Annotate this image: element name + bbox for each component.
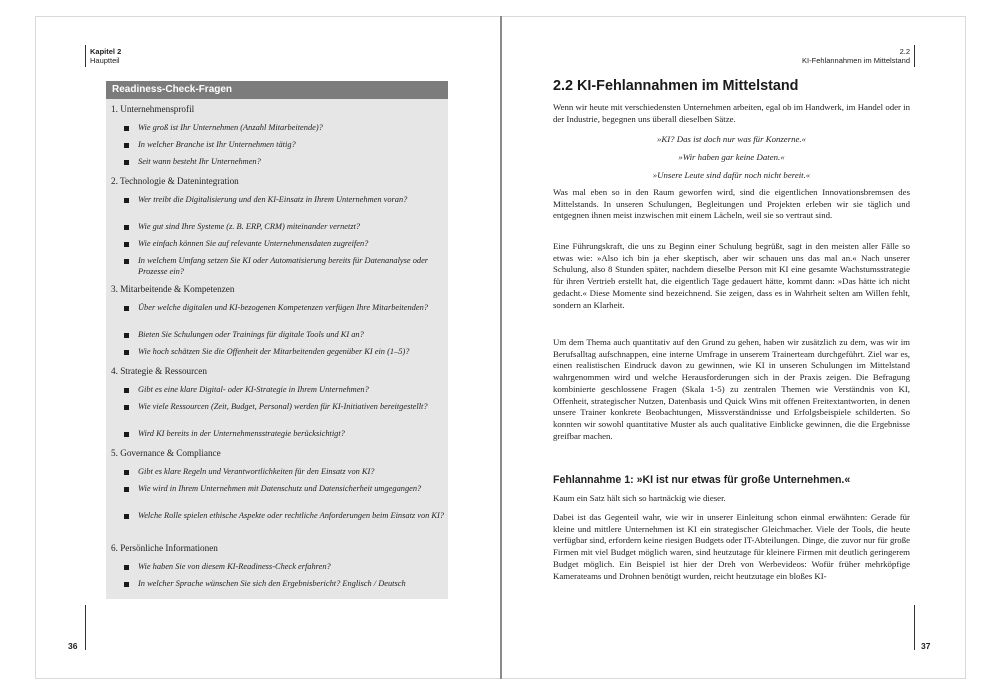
question-item: Bieten Sie Schulungen oder Trainings für digitale Tools und KI an? (138, 330, 364, 339)
section-heading: 1. Unternehmensprofil (111, 104, 195, 114)
bullet-icon (124, 333, 129, 338)
question-item: Wie wird in Ihrem Unternehmen mit Datenschutz und Datensicherheit umgegangen? (138, 484, 422, 493)
bullet-icon (124, 198, 129, 203)
section-heading: 4. Strategie & Ressourcen (111, 366, 207, 376)
question-item: Über welche digitalen und KI-bezogenen Kompetenzen verfügen Ihre Mitarbeitenden? (138, 303, 428, 312)
question-item: Wie groß ist Ihr Unternehmen (Anzahl Mitarbeitende)? (138, 123, 323, 132)
section-title: 2.2 KI-Fehlannahmen im Mittelstand (553, 78, 799, 94)
question-item: In welcher Sprache wünschen Sie sich den Ergebnisbericht? Englisch / Deutsch (138, 579, 406, 588)
body-paragraph: Eine Führungskraft, die uns zu Beginn einer Schulung begrüßt, sagt in den meisten aller Fälle so etwas wie: »Also ich bin ja eher skeptisch, aber wir schauen uns das mal an.« Nach unserer Schulung, also 8 Stunden später, nachdem dieselbe Person mit KI eine gesamte Wachstumsstrategie für ihren Vertrieb erstellt hat, die eigentlich Tage gedauert hätte, kommt dann: »Das hätte ich nicht gedacht.« Diese Momente sind bezeichnend. Sie zeigen, dass es in Wahrheit selten am Willen fehlt, sondern an Klarheit. (553, 241, 910, 310)
section-label: Hauptteil (90, 56, 120, 65)
bullet-icon (124, 126, 129, 131)
footer-rule-left (85, 605, 86, 650)
question-item: Gibt es eine klare Digital- oder KI-Strategie in Ihrem Unternehmen? (138, 385, 369, 394)
bullet-icon (124, 514, 129, 519)
bullet-icon (124, 259, 129, 264)
question-item: Wird KI bereits in der Unternehmensstrategie berücksichtigt? (138, 429, 345, 438)
page-number-right: 37 (921, 641, 931, 651)
quote-line: »KI? Das ist doch nur was für Konzerne.« (656, 134, 807, 144)
bullet-icon (124, 565, 129, 570)
section-heading: 2. Technologie & Datenintegration (111, 176, 239, 186)
book-gutter (500, 16, 502, 679)
bullet-icon (124, 242, 129, 247)
question-item: Wie haben Sie von diesem KI-Readiness-Check erfahren? (138, 562, 331, 571)
bullet-icon (124, 470, 129, 475)
question-item: In welcher Branche ist Ihr Unternehmen tätig? (138, 140, 296, 149)
footer-rule-right (914, 605, 915, 650)
body-paragraph: Kaum ein Satz hält sich so hartnäckig wie dieser. (553, 493, 726, 503)
header-rule-left (85, 45, 86, 67)
right-running-header (802, 47, 910, 65)
bullet-icon (124, 350, 129, 355)
header-number: 2.2 (899, 47, 910, 56)
bullet-icon (124, 432, 129, 437)
subheading: Fehlannahme 1: »KI ist nur etwas für große Unternehmen.« (553, 474, 851, 486)
header-title: KI-Fehlannahmen im Mittelstand (802, 56, 910, 65)
bullet-icon (124, 405, 129, 410)
body-paragraph: Dabei ist das Gegenteil wahr, wie wir in unserer Einleitung schon einmal erwähnten: Gerade für kleine und mittlere Unternehmen ist KI ein strategischer Gleichmacher. Viele der Tools, die heute verfügbar sind, erfordern keine riesigen Budgets oder IT-Abteilungen. Dinge, die zuvor nur für große Firmen mit viel Budget möglich waren, sind heutzutage für kleinere Firmen mit deutlich geringerem Budget möglich. Ein Beispiel ist hier der Dreh von Werbevideos: Wofür früher mehrköpfige Kamerateams und Drohnen benötigt wurden, reicht heutzutage ein bloßes KI- (553, 512, 910, 581)
question-item: Wie gut sind Ihre Systeme (z. B. ERP, CRM) miteinander vernetzt? (138, 222, 361, 231)
intro-paragraph: Wenn wir heute mit verschiedensten Unternehmen arbeiten, egal ob im Handwerk, im Handel oder in der Industrie, begegnen uns überall dieselben Sätze. (553, 102, 910, 124)
quote-line: »Unsere Leute sind dafür noch nicht bereit.« (652, 170, 811, 180)
question-item: Wer treibt die Digitalisierung und den KI-Einsatz in Ihrem Unternehmen voran? (138, 195, 408, 204)
question-item: Seit wann besteht Ihr Unternehmen? (138, 157, 261, 166)
body-paragraph: Was mal eben so in den Raum geworfen wird, sind die eigentlichen Innovationsbremsen des Mittelstands. In unseren Schulungen, Begleitungen und Projekten erleben wir sie täglich und entgegnen ihnen meist inzwischen mit einem Lächeln, weil sie so vertraut sind. (553, 187, 910, 221)
bullet-icon (124, 143, 129, 148)
header-rule-right (914, 45, 915, 67)
question-item: Welche Rolle spielen ethische Aspekte oder rechtliche Anforderungen beim Einsatz von KI? (138, 511, 444, 520)
bullet-icon (124, 225, 129, 230)
page-number-left: 36 (68, 641, 78, 651)
section-heading: 6. Persönliche Informationen (111, 543, 218, 553)
bullet-icon (124, 160, 129, 165)
question-item: In welchem Umfang setzen Sie KI oder Automatisierung bereits für Datenanalyse oder Prozesse ein? (138, 256, 429, 276)
question-item: Wie einfach können Sie auf relevante Unternehmensdaten zugreifen? (138, 239, 369, 248)
body-paragraph: Um dem Thema auch quantitativ auf den Grund zu gehen, haben wir zusätzlich zu dem, was wir im Berufsalltag aufschnappen, eine interne Umfrage in unserem Trainerteam durchgeführt. Ziel war es, einen realistischen Eindruck davon zu gewinnen, wie KI in unseren Schulungen im Mittelstand wahrgenommen wird und welche Herausforderungen sich in der Praxis zeigen. Die Befragung kombinierte geschlossene Fragen (Skala 1-5) zu zentralen Themen wie Verständnis von KI, Offenheit, strategischer Nutzen, Datenbasis und Quick Wins mit offenen Freitextantworten, in denen unsere Trainer konkrete Beobachtungen, Missverständnisse und Erfolgsbeispiele schilderten. So konnten wir sowohl quantitative Muster als auch qualitative Einblicke gewinnen, die die Ergebnisse greifbar machen. (553, 337, 910, 441)
bullet-icon (124, 487, 129, 492)
chapter-label: Kapitel 2 (90, 47, 122, 56)
bullet-icon (124, 306, 129, 311)
section-heading: 5. Governance & Compliance (111, 448, 221, 458)
question-item: Wie hoch schätzen Sie die Offenheit der Mitarbeitenden gegenüber KI ein (1–5)? (138, 347, 410, 356)
quote-line: »Wir haben gar keine Daten.« (678, 152, 785, 162)
bullet-icon (124, 582, 129, 587)
question-item: Gibt es klare Regeln und Verantwortlichkeiten für den Einsatz von KI? (138, 467, 375, 476)
section-heading: 3. Mitarbeitende & Kompetenzen (111, 284, 235, 294)
question-item: Wie viele Ressourcen (Zeit, Budget, Personal) werden für KI-Initiativen bereitgestellt? (138, 402, 428, 411)
box-title: Readiness-Check-Fragen (106, 81, 448, 99)
bullet-icon (124, 388, 129, 393)
left-running-header (90, 47, 121, 65)
